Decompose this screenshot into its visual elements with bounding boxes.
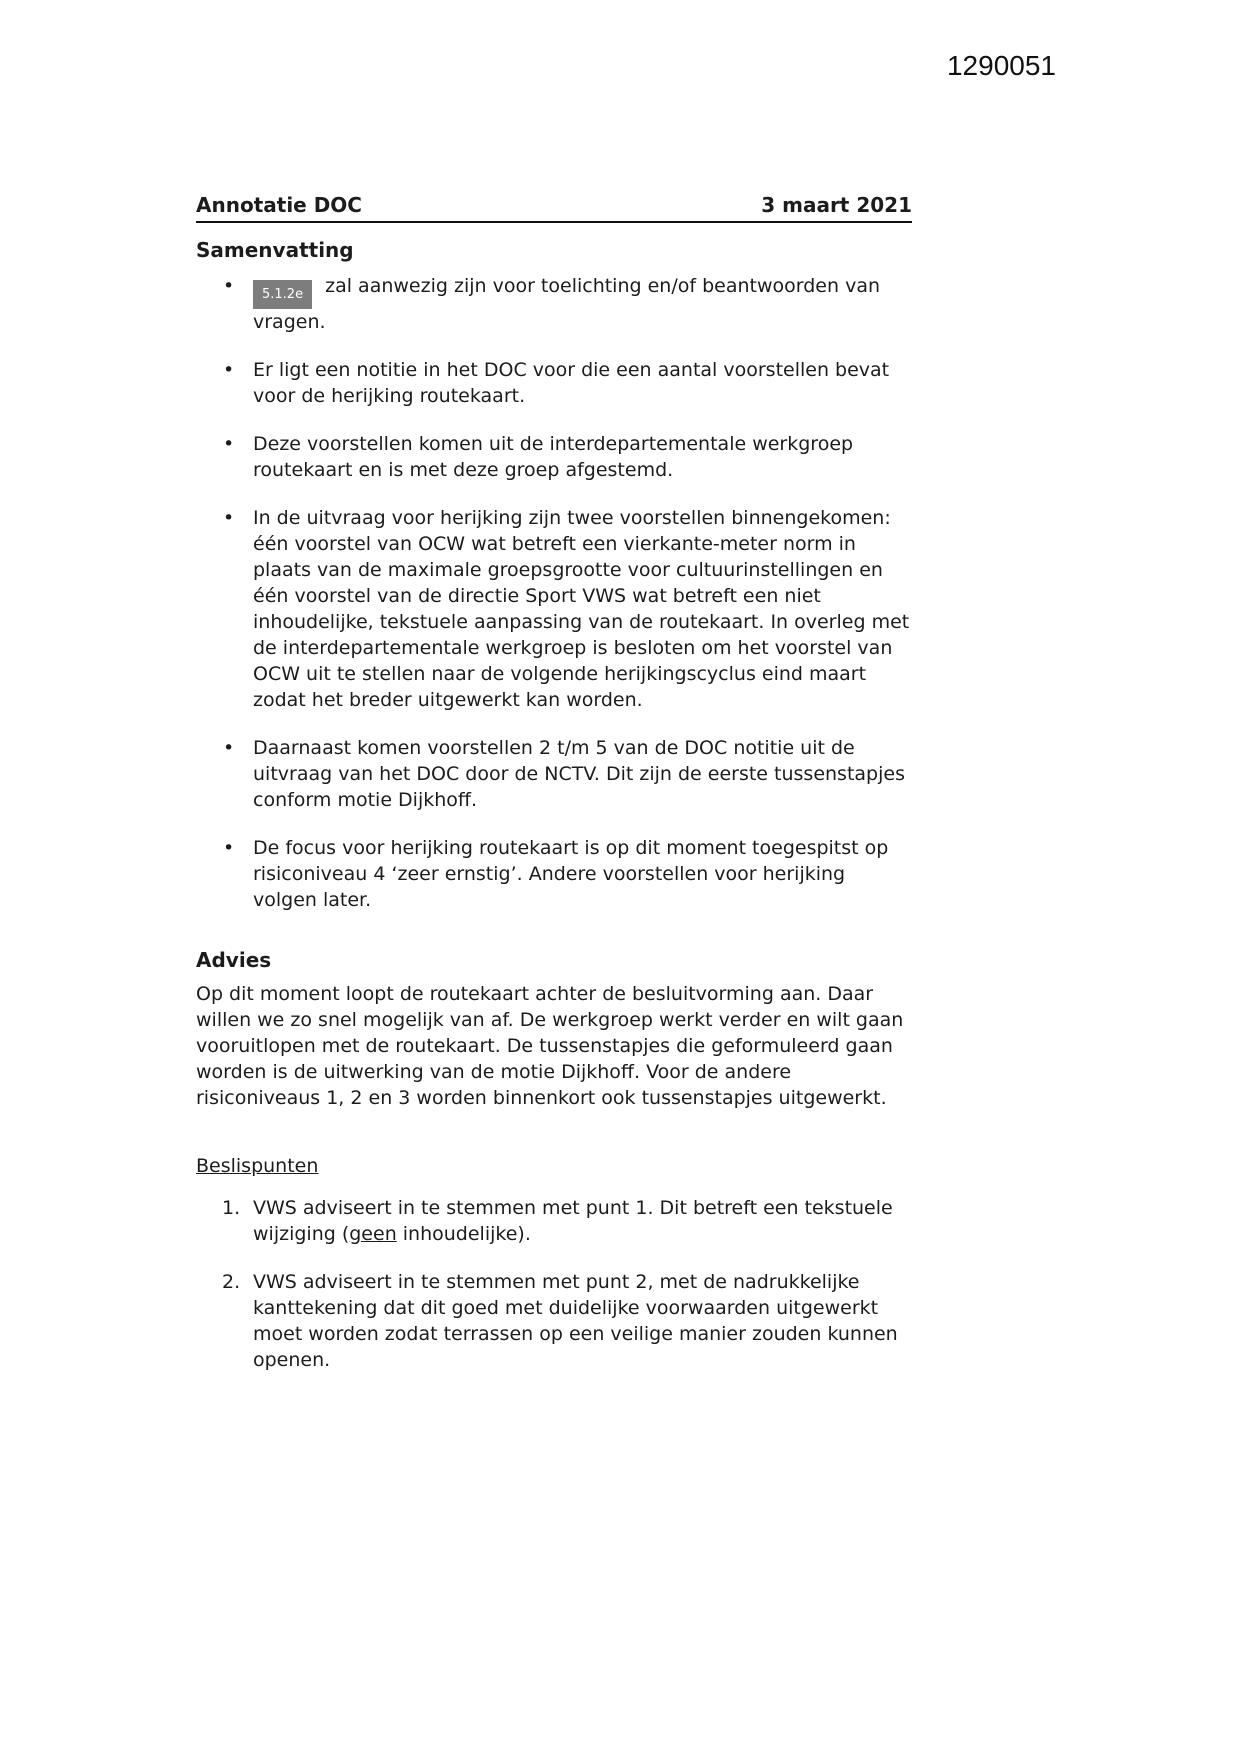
samenvatting-heading: Samenvatting: [196, 238, 354, 262]
bullet-text: zal aanwezig zijn voor toelichting en/of beantwoorden van vragen.: [253, 275, 881, 333]
bullet-text: Daarnaast komen voorstellen 2 t/m 5 van de DOC notitie uit de uitvraag van het DOC door de NCTV. Dit zijn de eerste tussenstapjes conform motie Dijkhoff.: [253, 737, 905, 811]
item-text: VWS adviseert in te stemmen met punt 2, met de nadrukkelijke kanttekening dat dit goed met duidelijke voorwaarden uitgewerkt moet worden zodat terrassen op een veilige manier zouden kunnen openen.: [253, 1271, 898, 1371]
bullet-text: Deze voorstellen komen uit de interdepartementale werkgroep routekaart en is met deze groep afgestemd.: [253, 433, 854, 481]
bullet-text: Er ligt een notitie in het DOC voor die een aantal voorstellen bevat voor de herijking routekaart.: [253, 359, 890, 407]
list-item: [196, 505, 912, 713]
item-text-pre: VWS adviseert in te stemmen met punt 1. Dit betreft een tekstuele wijziging (: [253, 1197, 893, 1245]
document-title: Annotatie DOC: [196, 193, 362, 217]
beslispunten-list: [196, 1195, 912, 1373]
bullet-text: In de uitvraag voor herijking zijn twee voorstellen binnengekomen: één voorstel van OCW wat betreft een vierkante-meter norm in plaats van de maximale groepsgrootte voor cultuurinstellingen en één voorstel van de directie Sport VWS wat betreft een niet inhoudelijke, tekstuele aanpassing van de routekaart. In overleg met de interdepartementale werkgroep is besloten om het voorstel van OCW uit te stellen naar de volgende herijkingscyclus eind maart zodat het breder uitgewerkt kan worden.: [253, 507, 910, 711]
item-number: 1.: [222, 1197, 241, 1219]
samenvatting-bullet-list: [196, 273, 912, 913]
document-number: 1290051: [946, 50, 1056, 81]
list-item: [196, 357, 912, 409]
list-item: [196, 1195, 912, 1247]
document-header: [196, 192, 912, 223]
list-item: [196, 431, 912, 483]
list-item: [196, 1269, 912, 1373]
list-item: [196, 835, 912, 913]
item-text: [253, 1197, 893, 1245]
item-text-post: inhoudelijke).: [396, 1223, 531, 1245]
document-date: 3 maart 2021: [761, 193, 912, 217]
list-item: [196, 735, 912, 813]
bullet-text: De focus voor herijking routekaart is op dit moment toegespitst op risiconiveau 4 ‘zeer ernstig’. Andere voorstellen voor herijking volgen later.: [253, 837, 889, 911]
document-content: [196, 192, 912, 1395]
redaction-box: 5.1.2e: [253, 280, 312, 309]
item-text-underlined: geen: [349, 1223, 397, 1245]
list-item: [196, 273, 912, 335]
item-number: 2.: [222, 1271, 241, 1293]
advies-paragraph: Op dit moment loopt de routekaart achter de besluitvorming aan. Daar willen we zo snel mogelijk van af. De werkgroep werkt verder en wilt gaan vooruitlopen met de routekaart. De tussenstapjes die geformuleerd gaan worden is de uitwerking van de motie Dijkhoff. Voor de andere risiconiveaus 1, 2 en 3 worden binnenkort ook tussenstapjes uitgewerkt.: [196, 983, 904, 1109]
beslispunten-heading: Beslispunten: [196, 1155, 319, 1177]
advies-heading: Advies: [196, 948, 272, 972]
